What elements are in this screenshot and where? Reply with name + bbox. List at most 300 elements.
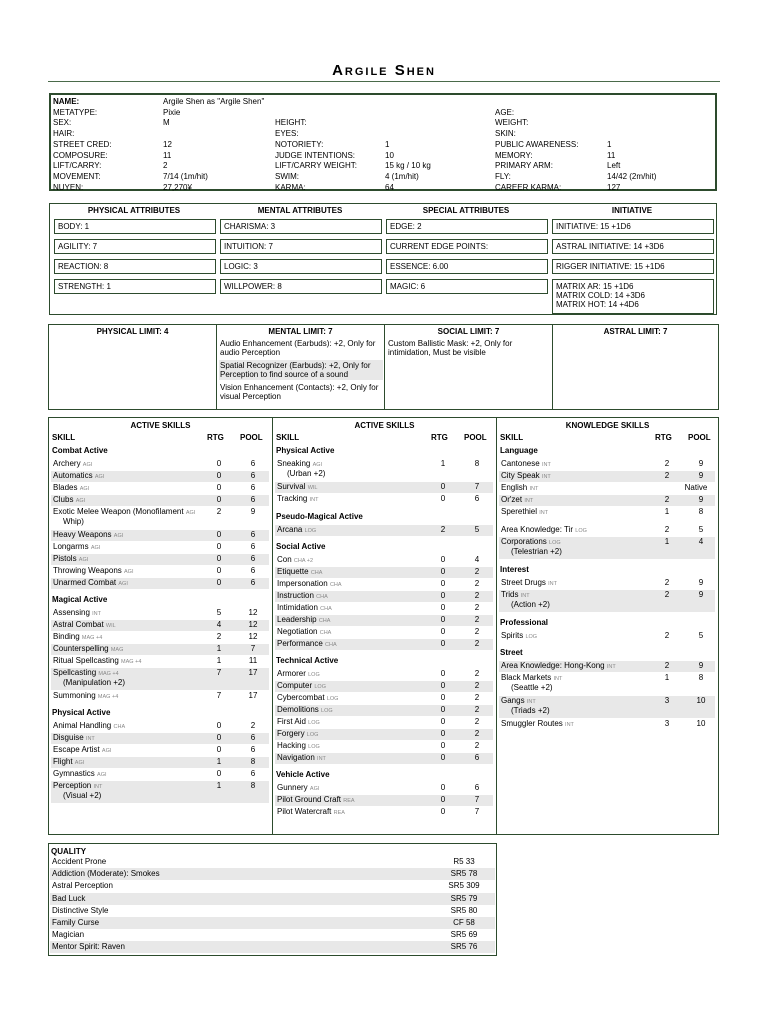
skill-pool: 2 (474, 741, 480, 750)
skill-row (275, 729, 493, 740)
skill-row (51, 769, 269, 780)
skill-rating: 1 (664, 537, 670, 546)
skills-block (48, 417, 719, 835)
skill-pool: 2 (474, 729, 480, 738)
info-label: PUBLIC AWARENESS: (495, 139, 579, 149)
skill-column-header: SKILL (276, 433, 300, 442)
mental-limit-title: MENTAL LIMIT: 7 (268, 327, 333, 336)
skill-attribute-tag: AGI (101, 748, 112, 754)
skill-name-text: Leadership (277, 615, 317, 624)
skill-rating: 0 (440, 579, 446, 588)
info-label: SEX: (53, 118, 72, 128)
skill-row (275, 693, 493, 704)
skill-name-text: Negotiation (277, 627, 318, 636)
skill-name (501, 578, 557, 589)
skill-attribute-tag: INT (93, 784, 103, 790)
info-label: LIFT/CARRY WEIGHT: (275, 161, 357, 171)
info-label: EYES: (275, 129, 299, 139)
skill-pool: 12 (248, 608, 258, 617)
skill-name-text: Arcana (277, 525, 303, 534)
skill-attribute-tag: LOG (549, 540, 561, 546)
info-value: 14/42 (2m/hit) (607, 171, 657, 181)
skill-attribute-tag: LOG (525, 634, 538, 640)
skill-group-header: Language (500, 446, 538, 455)
skill-row (275, 591, 493, 602)
info-row (51, 107, 715, 118)
quality-name: Mentor Spirit: Raven (52, 942, 125, 952)
quality-name: Addiction (Moderate): Smokes (52, 869, 160, 879)
info-label: COMPOSURE: (53, 150, 108, 160)
quality-name: Bad Luck (52, 893, 86, 903)
skill-row (51, 781, 269, 803)
info-row (51, 139, 715, 150)
skill-row (51, 620, 269, 631)
skill-pool: 5 (474, 525, 480, 534)
skill-attribute-tag: AGI (97, 772, 107, 778)
skill-group-header: Technical Active (276, 656, 339, 665)
limit-modifier: Vision Enhancement (Contacts): +2, Only for visual Perception (220, 383, 379, 401)
info-label: NOTORIETY: (275, 139, 324, 149)
skill-pool: 9 (698, 661, 704, 670)
skill-group-header: Physical Active (276, 446, 335, 455)
skill-specialization: (Manipulation +2) (63, 678, 126, 687)
skill-name-text: Demolitions (277, 705, 319, 714)
info-label: PRIMARY ARM: (495, 161, 553, 171)
matrix-initiative-line: MATRIX AR: 15 +1D6 (556, 282, 634, 291)
skill-name (277, 525, 316, 536)
skill-attribute-tag: AGI (90, 545, 101, 551)
active-skills-column-1 (49, 418, 273, 834)
skill-pool: 9 (250, 507, 256, 516)
skill-rating: 0 (216, 483, 222, 492)
matrix-initiative-cell (552, 279, 714, 314)
skill-attribute-tag: LOG (575, 528, 587, 534)
skill-row (275, 567, 493, 578)
info-label: STREET CRED: (53, 139, 112, 149)
skill-pool: 2 (474, 681, 480, 690)
skill-pool: 9 (698, 471, 704, 480)
info-label: NAME: (53, 97, 80, 106)
skill-row (499, 661, 715, 672)
skill-attribute-tag: CHA (318, 618, 331, 624)
skill-rating: 0 (216, 459, 222, 468)
skill-attribute-tag: WIL (105, 623, 116, 629)
skill-name-text: Street Drugs (501, 578, 546, 587)
skill-row (51, 566, 269, 577)
skill-name (277, 717, 320, 728)
skill-attribute-tag: INT (317, 756, 326, 762)
skill-name (277, 579, 342, 590)
quality-source: SR5 309 (448, 881, 480, 891)
skill-rating: 3 (664, 719, 670, 728)
skill-row (51, 578, 269, 589)
skill-attribute-tag: INT (565, 722, 574, 728)
skill-row (51, 507, 269, 529)
skill-pool: 6 (474, 494, 480, 503)
initiative-header: INITIATIVE (611, 206, 653, 215)
skill-name-text: Intimidation (277, 603, 318, 612)
skill-rating: 0 (440, 729, 446, 738)
info-row (51, 128, 715, 139)
skill-pool: 4 (698, 537, 704, 546)
info-value: M (163, 118, 170, 128)
skill-row (275, 482, 493, 493)
skill-pool: 6 (250, 733, 256, 742)
skill-rating: 0 (216, 471, 222, 480)
skill-pool: 2 (474, 567, 480, 576)
skill-pool: 6 (250, 542, 256, 551)
skill-rating: 0 (440, 591, 446, 600)
skill-pool: 6 (250, 495, 256, 504)
skill-name-text: Exotic Melee Weapon (Monofilament (53, 507, 184, 516)
skill-attribute-tag: INT (529, 486, 539, 492)
info-value: 10 (385, 150, 394, 160)
skill-name-text: Throwing Weapons (53, 566, 122, 575)
skill-name-text: Area Knowledge: Hong-Kong (501, 661, 605, 670)
quality-row (50, 893, 495, 905)
skill-pool: 6 (474, 753, 480, 762)
skill-attribute-tag: AGI (113, 533, 124, 539)
skill-name (53, 656, 141, 667)
skill-row (51, 733, 269, 744)
skill-name (53, 644, 123, 655)
physical-attribute-cell: BODY: 1 (54, 219, 216, 234)
info-value: Pixie (163, 107, 181, 117)
skill-name (501, 471, 551, 482)
skill-attribute-tag: INT (520, 593, 530, 599)
skill-name (501, 719, 574, 730)
physical-attribute-cell: REACTION: 8 (54, 259, 216, 274)
skill-row (275, 741, 493, 752)
skill-name-text: Corporations (501, 537, 547, 546)
skill-attribute-tag: LOG (321, 708, 333, 714)
skill-name (277, 669, 320, 680)
skill-row (499, 471, 715, 482)
skill-group-header: Physical Active (52, 708, 111, 717)
skill-attribute-tag: INT (309, 497, 319, 503)
skill-rating: 0 (440, 783, 446, 792)
skill-name (277, 753, 326, 764)
info-label: METATYPE: (53, 107, 98, 117)
skill-name (53, 608, 101, 619)
skill-attribute-tag: AGI (118, 581, 128, 587)
skills-column-title: ACTIVE SKILLS (130, 421, 191, 430)
skill-group-header: Interest (500, 565, 529, 574)
skill-rating: 3 (664, 696, 670, 705)
skill-rating: 0 (440, 627, 446, 636)
skill-name (277, 627, 331, 638)
skill-row (51, 483, 269, 494)
skill-rating: 0 (216, 733, 222, 742)
skill-attribute-tag: MAG +4 (97, 694, 119, 700)
info-value: 15 kg / 10 kg (385, 161, 431, 171)
skill-row (499, 719, 715, 730)
skill-attribute-tag: CHA (113, 724, 126, 730)
skill-rating: 0 (216, 542, 222, 551)
skill-rating: 0 (440, 795, 446, 804)
skill-name (277, 567, 322, 578)
info-value: Argile Shen as "Argile Shen" (163, 97, 265, 106)
skill-attribute-tag: INT (85, 736, 95, 742)
physical-limit-title: PHYSICAL LIMIT: 4 (96, 327, 169, 336)
info-row (51, 96, 715, 107)
skill-name-text: Binding (53, 632, 80, 641)
skill-row (51, 691, 269, 702)
skill-attribute-tag: LOG (304, 528, 317, 534)
skill-pool: 2 (474, 627, 480, 636)
info-row (51, 150, 715, 161)
mental-limit (217, 325, 385, 409)
quality-row (50, 929, 495, 941)
skill-pool: 8 (250, 781, 256, 790)
info-value: Left (607, 161, 621, 171)
skill-rating: 5 (216, 608, 222, 617)
mental-attributes-header: MENTAL ATTRIBUTES (257, 206, 343, 215)
skill-pool: 11 (248, 656, 258, 665)
quality-source: R5 33 (453, 857, 475, 866)
skill-row (51, 656, 269, 667)
skill-rating: 0 (440, 807, 446, 816)
skill-row (51, 471, 269, 482)
skill-pool: 9 (698, 495, 704, 504)
skill-pool: Native (684, 483, 708, 492)
skill-name-text: Performance (277, 639, 323, 648)
skill-row (275, 603, 493, 614)
skill-attribute-tag: CHA (329, 582, 342, 588)
skill-name-text: Assensing (53, 608, 90, 617)
skill-name-text: Perception (53, 781, 92, 790)
skill-rating: 2 (664, 495, 670, 504)
skill-attribute-tag: LOG (308, 720, 320, 726)
info-label: SWIM: (275, 171, 299, 181)
skill-row (499, 459, 715, 470)
quality-row (50, 856, 495, 868)
skill-rating: 2 (664, 578, 670, 587)
skill-attribute-tag: AGI (78, 557, 89, 563)
skill-name-text: Animal Handling (53, 721, 112, 730)
skill-name-text: Armorer (277, 669, 306, 678)
skill-pool: 6 (250, 483, 256, 492)
skill-name (277, 603, 332, 614)
skill-attribute-tag: INT (541, 474, 551, 480)
skill-name (277, 729, 318, 740)
astral-limit-title: ASTRAL LIMIT: 7 (603, 327, 668, 336)
skill-pool: 2 (250, 721, 256, 730)
skill-attribute-tag: INT (606, 664, 616, 670)
skill-row (51, 644, 269, 655)
info-label: NUYEN: (53, 182, 84, 192)
skill-name-text: Archery (53, 459, 81, 468)
skill-name (53, 757, 84, 768)
skill-name (277, 615, 330, 626)
skill-pool: 6 (250, 566, 256, 575)
rating-column-header: RTG (431, 433, 448, 442)
skill-attribute-tag: AGI (312, 462, 323, 468)
skill-name (53, 530, 123, 541)
quality-name: Family Curse (52, 918, 100, 927)
skill-name (53, 721, 125, 732)
skill-rating: 0 (216, 745, 222, 754)
skill-row (499, 673, 715, 695)
skill-name-text: Pilot Ground Craft (277, 795, 342, 804)
special-attribute-cell: CURRENT EDGE POINTS: (386, 239, 548, 254)
skill-name (277, 555, 313, 566)
skill-name-text: Black Markets (501, 673, 552, 682)
character-info-block (49, 93, 717, 191)
skill-rating: 2 (216, 632, 222, 641)
skill-row (275, 555, 493, 566)
skill-name-text: Navigation (277, 753, 315, 762)
skill-pool: 5 (698, 631, 704, 640)
skill-rating: 2 (664, 459, 670, 468)
skill-name (277, 807, 345, 818)
skill-specialization: (Urban +2) (287, 469, 326, 478)
skill-pool: 2 (474, 591, 480, 600)
skill-rating: 0 (440, 741, 446, 750)
skill-name (277, 639, 337, 650)
skill-pool: 9 (698, 590, 704, 599)
rating-column-header: RTG (207, 433, 224, 442)
skill-name-text: Disguise (53, 733, 84, 742)
pool-column-header: POOL (688, 433, 711, 442)
skill-name-text: Spellcasting (53, 668, 97, 677)
skill-pool: 8 (250, 757, 256, 766)
skill-pool: 6 (250, 530, 256, 539)
info-label: HAIR: (53, 129, 75, 139)
skill-group-header: Magical Active (52, 595, 108, 604)
skill-name (53, 459, 92, 470)
skill-name (277, 795, 355, 806)
skill-name (53, 495, 85, 506)
skill-attribute-tag: INT (541, 462, 551, 468)
skill-row (275, 494, 493, 505)
astral-limit (553, 325, 718, 409)
quality-name: Astral Perception (52, 881, 113, 891)
skill-pool: 17 (248, 668, 258, 677)
initiative-attribute-cell: ASTRAL INITIATIVE: 14 +3D6 (552, 239, 714, 254)
skill-pool: 2 (474, 579, 480, 588)
skill-pool: 5 (698, 525, 704, 534)
quality-header: QUALITY (51, 847, 87, 856)
physical-attribute-cell: AGILITY: 7 (54, 239, 216, 254)
skill-name (501, 631, 537, 642)
skill-rating: 0 (440, 615, 446, 624)
skill-row (51, 721, 269, 732)
skill-row (275, 459, 493, 481)
skill-row (275, 639, 493, 650)
skill-name-text: First Aid (277, 717, 306, 726)
quality-source: CF 58 (453, 918, 475, 927)
skill-attribute-tag: LOG (308, 672, 320, 678)
skill-name-text: Impersonation (277, 579, 328, 588)
active-skills-column-2 (273, 418, 497, 834)
skill-rating: 0 (216, 495, 222, 504)
skill-pool: 2 (474, 615, 480, 624)
title-divider (48, 81, 720, 82)
info-value: 4 (1m/hit) (385, 171, 419, 181)
skill-row (275, 705, 493, 716)
skill-row (275, 627, 493, 638)
skill-name-text: Etiquette (277, 567, 309, 576)
skill-column-header: SKILL (52, 433, 76, 442)
skill-name (53, 733, 95, 744)
skill-rating: 2 (440, 525, 446, 534)
skill-rating: 2 (664, 661, 670, 670)
skill-name-text: Blades (53, 483, 78, 492)
info-value: 1 (607, 139, 612, 149)
skill-pool: 8 (474, 459, 480, 468)
skill-pool: 17 (248, 691, 258, 700)
skill-name-text: Heavy Weapons (53, 530, 112, 539)
skill-name (501, 495, 533, 506)
quality-name: Distinctive Style (52, 905, 109, 915)
skill-pool: 6 (250, 578, 256, 587)
skill-attribute-tag: AGI (94, 474, 105, 480)
skill-name (53, 632, 102, 643)
skill-rating: 0 (216, 578, 222, 587)
skill-name-text: Automatics (53, 471, 93, 480)
skill-pool: 12 (248, 632, 258, 641)
skill-specialization: Whip) (63, 517, 84, 526)
skill-attribute-tag: AGI (185, 510, 196, 516)
info-value: 127 (607, 182, 621, 192)
limit-modifier: Custom Ballistic Mask: +2, Only for intimidation, Must be visible (388, 339, 513, 357)
skill-row (275, 807, 493, 818)
skill-attribute-tag: AGI (75, 498, 86, 504)
skill-name-text: Ritual Spellcasting (53, 656, 119, 665)
mental-attribute-cell: LOGIC: 3 (220, 259, 382, 274)
skill-name-text: City Speak (501, 471, 540, 480)
skill-name (501, 507, 548, 518)
skill-name (53, 471, 104, 482)
skill-attribute-tag: LOG (306, 732, 319, 738)
skill-name-text: Sneaking (277, 459, 311, 468)
skill-name (277, 705, 333, 716)
skill-group-header: Pseudo-Magical Active (276, 512, 363, 521)
info-label: AGE: (495, 107, 515, 117)
info-label: KARMA: (275, 182, 306, 192)
quality-source: SR5 80 (450, 905, 478, 915)
skill-pool: 2 (474, 705, 480, 714)
skill-name (501, 483, 538, 494)
skill-pool: 8 (698, 673, 704, 682)
skill-row (51, 554, 269, 565)
skill-row (275, 525, 493, 536)
rating-column-header: RTG (655, 433, 672, 442)
skill-attribute-tag: MAG +4 (121, 659, 142, 665)
info-label: CAREER KARMA: (495, 182, 562, 192)
skill-pool: 10 (696, 719, 706, 728)
skill-row (499, 495, 715, 506)
matrix-initiative-line: MATRIX COLD: 14 +3D6 (556, 291, 645, 300)
skill-attribute-tag: LOG (326, 696, 339, 702)
info-value: 11 (607, 150, 616, 160)
limits-block (48, 324, 719, 410)
special-attributes-header: SPECIAL ATTRIBUTES (422, 206, 510, 215)
quality-row (50, 941, 495, 953)
skill-row (51, 542, 269, 553)
skill-pool: 4 (474, 555, 480, 564)
skill-name (53, 620, 116, 631)
skill-pool: 2 (474, 639, 480, 648)
skill-pool: 2 (474, 603, 480, 612)
quality-name: Magician (52, 930, 85, 940)
skill-name-text: Forgery (277, 729, 305, 738)
skill-name-text: Or'zet (501, 495, 523, 504)
skills-column-title: KNOWLEDGE SKILLS (565, 421, 650, 430)
skill-name (53, 745, 111, 756)
quality-row (50, 905, 495, 917)
